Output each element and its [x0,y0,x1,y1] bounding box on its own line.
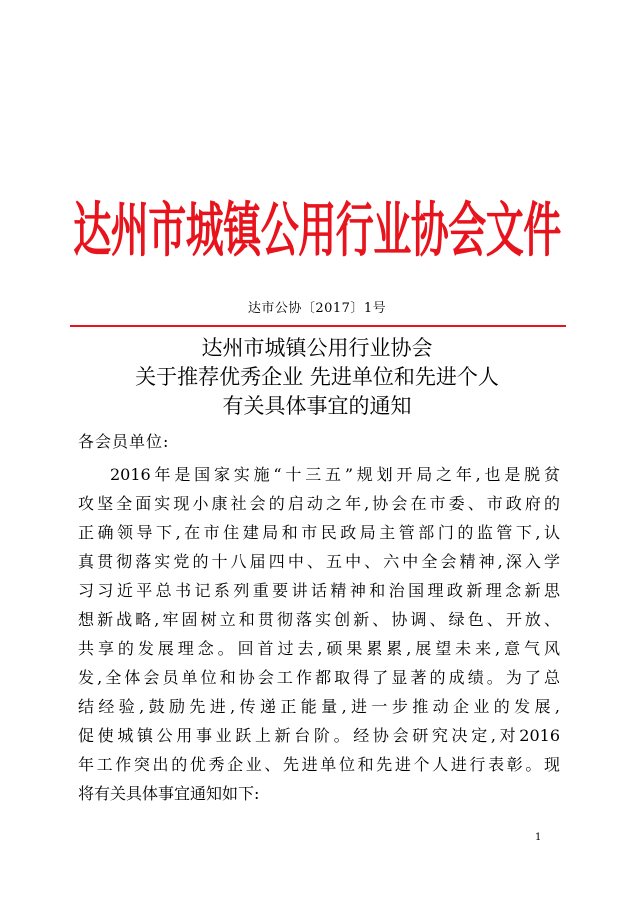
document-number: 达市公协〔2017〕1号 [247,301,387,316]
page-number: 1 [535,832,542,843]
body-line: 攻坚全面实现小康社会的启动之年,协会在市委、市政府的 [78,494,560,513]
body-line: 发,全体会员单位和协会工作都取得了显著的成绩。为了总 [78,668,560,687]
document-header: 达州市城镇公用行业协会文件 [73,196,561,265]
body-line: 将有关具体事宜通知如下: [78,784,260,803]
title-line: 有关具体事宜的通知 [222,394,412,418]
body-line: 真贯彻落实党的十八届四中、五中、六中全会精神,深入学 [78,552,560,571]
red-divider [70,325,566,327]
body-paragraph [78,460,560,808]
salutation: 各会员单位: [78,432,170,451]
body-line: 2016年是国家实施“十三五”规划开局之年,也是脱贫 [110,465,560,484]
body-line: 想新战略,牢固树立和贯彻落实创新、协调、绿色、开放、 [78,610,560,629]
body-line: 年工作突出的优秀企业、先进单位和先进个人进行表彰。现 [78,755,560,774]
body-line: 正确领导下,在市住建局和市民政局主管部门的监管下,认 [78,523,560,542]
body-line: 促使城镇公用事业跃上新台阶。经协会研究决定,对2016 [78,726,560,745]
title-line: 关于推荐优秀企业 先进单位和先进个人 [135,365,499,389]
body-line: 共享的发展理念。回首过去,硕果累累,展望未来,意气风 [78,639,560,658]
body-line: 习习近平总书记系列重要讲话精神和治国理政新理念新思 [78,581,560,600]
title-line: 达州市城镇公用行业协会 [201,336,433,360]
body-line: 结经验,鼓励先进,传递正能量,进一步推动企业的发展, [78,697,560,716]
notice-title [0,334,634,421]
